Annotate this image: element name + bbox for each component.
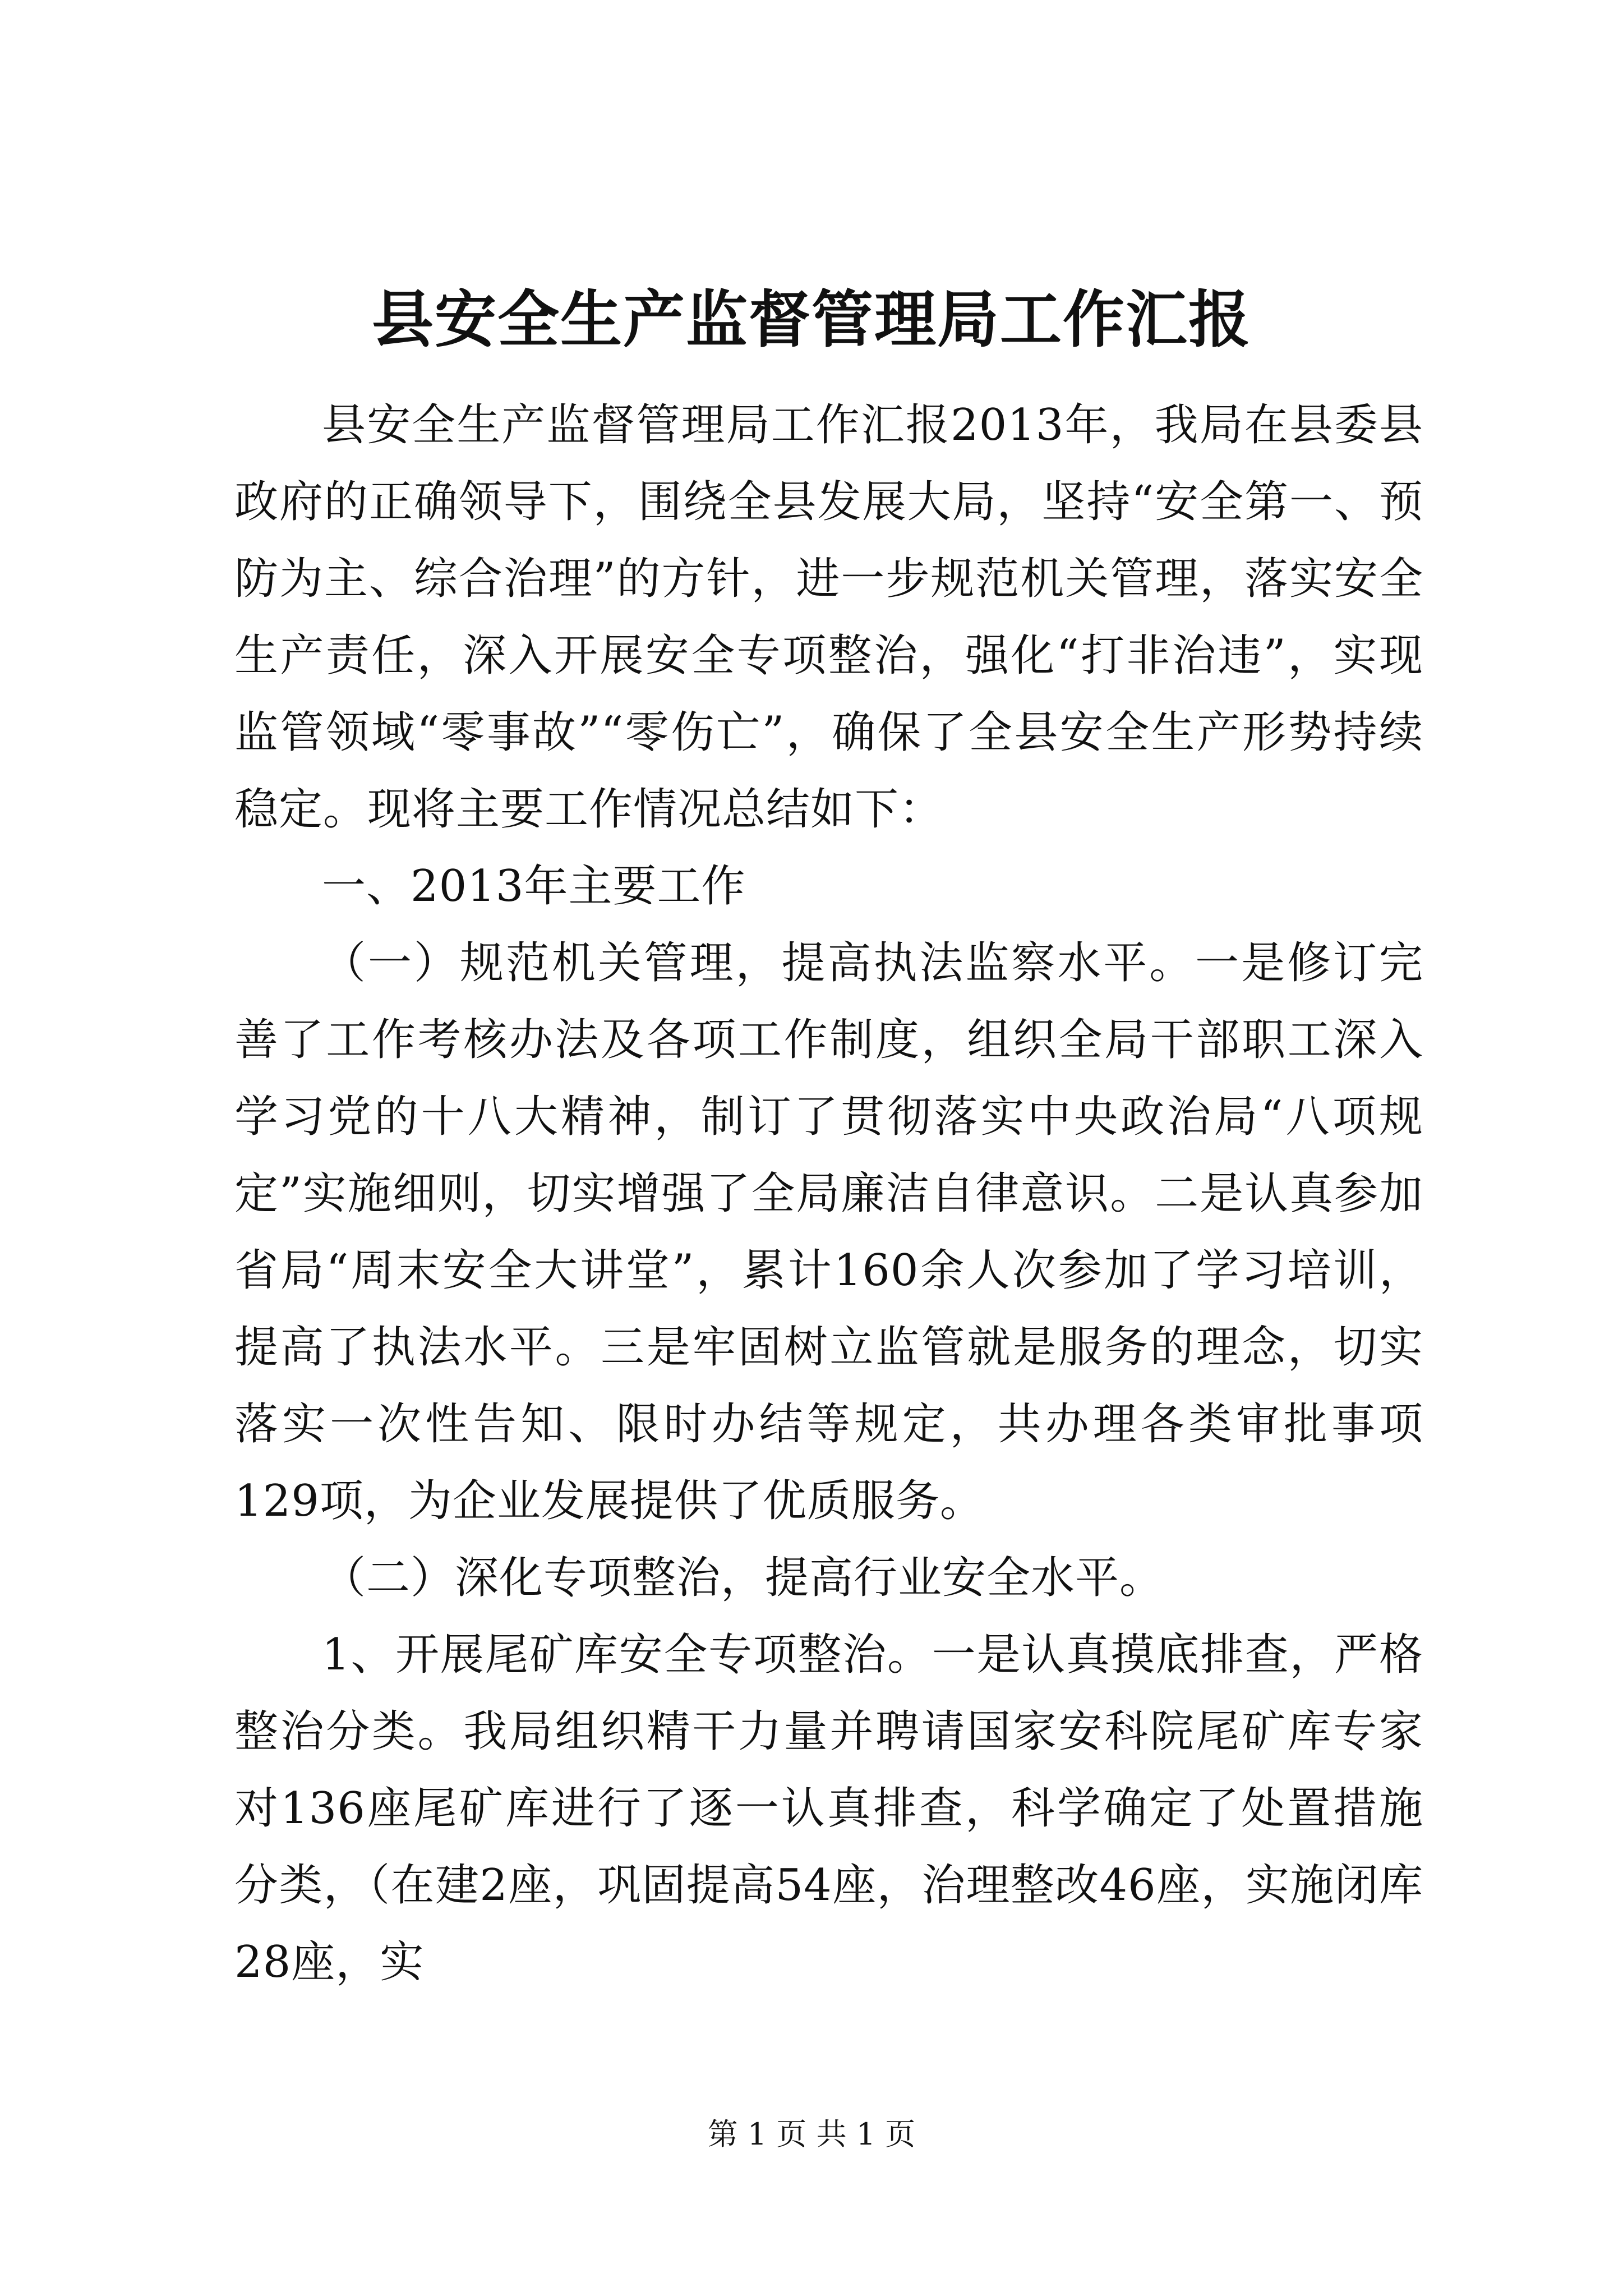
page-number-footer: 第 1 页 共 1 页 [707, 2116, 916, 2152]
section-heading-main-work: 一、2013年主要工作 [322, 861, 746, 912]
document-body [234, 387, 1423, 2001]
paragraph-intro: 县安全生产监督管理局工作汇报2013年，我局在县委县政府的正确领导下，围绕全县发展大局，坚持“安全第一、预防为主、综合治理”的方针，进一步规范机关管理，落实安全生产责任，深入开展安全专项整治，强化“打非治违”，实现监管领域“零事故”“零伤亡”，确保了全县安全生产形势持续稳定。现将主要工作情况总结如下： [234, 400, 1423, 835]
subsection-heading-special-rectification: （二）深化专项整治，提高行业安全水平。 [322, 1553, 1164, 1603]
document-title: 县安全生产监督管理局工作汇报 [372, 283, 1251, 356]
paragraph-tailings-dam: 1、开展尾矿库安全专项整治。一是认真摸底排查，严格整治分类。我局组织精干力量并聘请国家安科院尾矿库专家对136座尾矿库进行了逐一认真排查，科学确定了处置措施分类，（在建2座，巩固提高54座，治理整改46座，实施闭库28座，实 [234, 1630, 1423, 1987]
paragraph-agency-management: （一）规范机关管理，提高执法监察水平。一是修订完善了工作考核办法及各项工作制度，组织全局干部职工深入学习党的十八大精神，制订了贯彻落实中央政治局“八项规定”实施细则，切实增强了全局廉洁自律意识。二是认真参加省局“周末安全大讲堂”，累计160余人次参加了学习培训，提高了执法水平。三是牢固树立监管就是服务的理念，切实落实一次性告知、限时办结等规定，共办理各类审批事项129项，为企业发展提供了优质服务。 [234, 938, 1423, 1526]
